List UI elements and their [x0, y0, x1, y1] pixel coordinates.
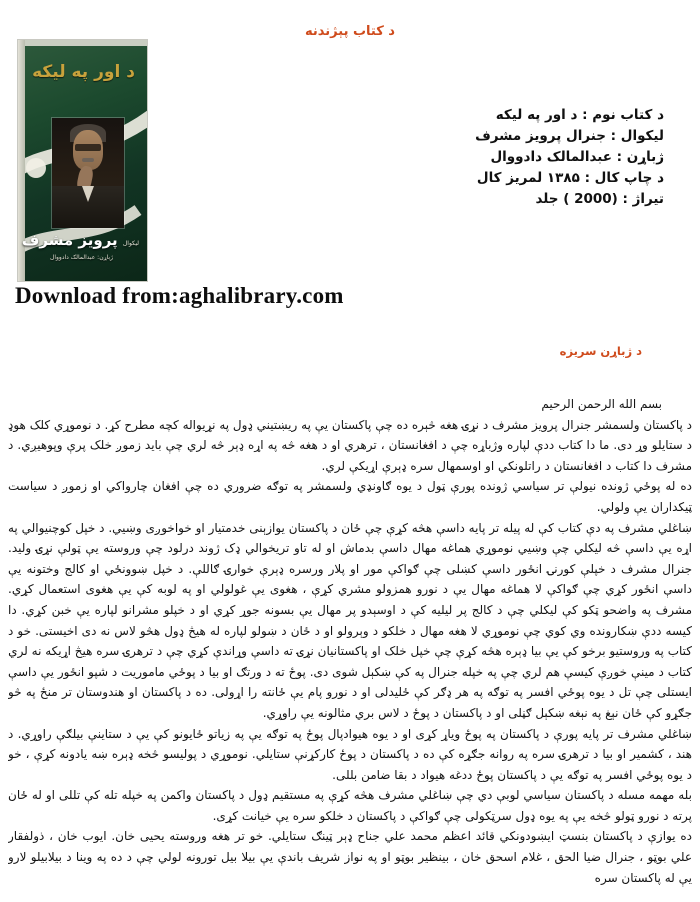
body-paragraph: ده له پوځي ژونده نيولې تر سياسي ژونده پورې ټول د يوه ګاونډي ولسمشر په توګه ضروري ده چې افغان چارواکي او زموږ د سياست ټيکداران يې ولولي.: [8, 479, 692, 514]
cover-author-label: ليکوال: [122, 240, 139, 247]
detail-book-name: د کتاب نوم : د اور په ليکه: [495, 107, 664, 123]
body-paragraph: کتاب د مينې خوږې کيسې هم لري چې په خپله جنرال په کې ښکېل شوی دی. پوځ ته د ورتګ او بيا د پوځي ماموريت د شپو انځور يې داسې ايستلی چې تل د يوه پوځي افسر په توګه په هر ډګر کې ځليدلی او د نورو پام يې ځانته را اړولی. ده د پاکستان او هندوستان تر منځ په څو جګړو کې ځان نېغ په نېغه ښکېل ګڼلی او د پاکستان د پوځ د لاس بري مثالونه يې راوړي.: [8, 664, 692, 720]
cover-author: [21, 231, 139, 249]
preface-body: [8, 394, 692, 902]
body-paragraph: د پاکستان ولسمشر جنرال پرويز مشرف د نړۍ هغه څېره ده چې پاکستان يې په ريښتيني ډول په نړيواله کچه مطرح کړ. د نوموړي کلک هوډ د ستايلو وړ دی. ما دا کتاب ددې لپاره وژباړه چې د افغانستان ، ترهري او د هغه څه په اړه ډېر څه لري چې بايد زموږ خلک پرې وپوهيږي. د مشرف دا کتاب د افغانستان د راتلونکي او اوسمهال سره ډېرې اړيکې لري.: [8, 417, 692, 473]
detail-circulation: تيراژ : (2000 ) جلد: [535, 191, 664, 207]
section-title-preface: د ژباړن سريزه: [559, 344, 642, 358]
detail-author: ليکوال : جنرال پرويز مشرف: [475, 128, 664, 144]
book-details: [475, 105, 664, 210]
body-paragraph: ښاغلي مشرف تر پايه پورې د پاکستان په پوځ وياړ کړی او د يوه هيوادپال پوځ په توګه يې په زياتو ځايونو کې يې د ستاينې بيلګې راوړي. د هند ، کشمير او بيا د ترهرۍ سره په روانه جګړه کې ده د پاکستان د پوځ کارکړنې ستايلي. نوموړي د پوليسو څخه ډېره ښه يادونه کړې ، خو د يوه پوځي افسر په توګه يې د پاکستان پوځ ددغه هيواد د بقا ضامن بللی.: [8, 726, 692, 782]
cover-author-name: پرويز مشرف: [21, 231, 118, 249]
detail-print-year: د چاپ کال : ۱۳۸۵ لمريز کال: [476, 170, 664, 186]
book-cover-image: [18, 40, 147, 281]
page-title: د کتاب پېژندنه: [305, 24, 395, 39]
musharraf-portrait: [52, 118, 124, 228]
body-paragraph: ښاغلي مشرف په دې کتاب کې له پيله تر پايه داسې هڅه کړې چې ځان د پاکستان يوازېنی خدمتيار او خواخوږی وښيي. د خپل کوچنيوالي په اړه يې داسې څه ليکلي چې وښيي نوموړي هماغه مهال داسې بدماش او له تاو تريخوالي ډک ژوند درلود چې وروسته يې ټولې نړۍ وليد. جنرال مشرف د خپلې کورنۍ انځور داسې کښلی چې ګواکې مور او پلار ورسره ډېرې خوارۍ ګاللې. د خپل ښوونځي او کالج وختونه يې داسې انځور کړي چې ګواکې لا هماغه مهال يې د نورو همزولو مشري کړې ، هغوی يې غولولي او په لوبه کې يې هغوی استعمال کړي. مشرف په واضحو ټکو کې ليکلي چې د کالج پر ليليه کې د اوسېدو پر مهال يې بسونه جوړ کړي او د خپلو مشرانو لپاره يې خبن کړي. دا کيسه ددې ښکارونده وي کوي چې نوموړي لا هغه مهال د خلکو د وېرولو او د ځان د ښولو لپاره له هيڅ ډول هڅو لاس نه دی اخيستی. خو د کتاب په وروستيو برخو کې يې بيا ډېره هڅه کړې چې خپل خلک او پاکستانيان نړۍ ته داسې وړاندې کړي چې د ترهرۍ سره هيڅ اړيکه نه لري: [8, 520, 692, 659]
body-paragraph: ده يوازې د پاکستان بنسټ ايښودونکي قائد اعظم محمد علي جناح ډېر ټينګ ستايلي. خو تر هغه وروسته يحيی خان. ايوب خان ، ذولفقار علي بوټو ، جنرال ضيا الحق ، غلام اسحق خان ، بينظير بوټو او په نواز شريف باندې يې بيلا بيل تورونه لولي چې د ده په وينا د بيلابيلو لارو يې له پاکستان سره: [8, 829, 692, 885]
body-paragraph: بله مهمه مسله د پاکستان سياسي لوبې دي چې ښاغلي مشرف هڅه کړې په مستقيم ډول د پاکستان واکمن په خپله تله کې تللی او له ځان پرته د نورو ټولو څخه يې په يوه ډول سرټکولی چې ګواکې د پاکستان د خلکو سره يې خيانت کړی.: [8, 788, 692, 823]
cover-title: د اور په ليکه: [32, 62, 135, 82]
cover-translator: ژباړن: عبدالمالک دادووال: [50, 254, 113, 261]
portrait-mustache: [82, 158, 94, 162]
detail-translator: ژباړن : عبدالمالک دادووال: [490, 149, 664, 165]
portrait-glasses: [75, 144, 101, 151]
basmala-line: بسم الله الرحمن الرحيم: [541, 397, 662, 411]
download-source-text: Download from:aghalibrary.com: [15, 283, 344, 308]
